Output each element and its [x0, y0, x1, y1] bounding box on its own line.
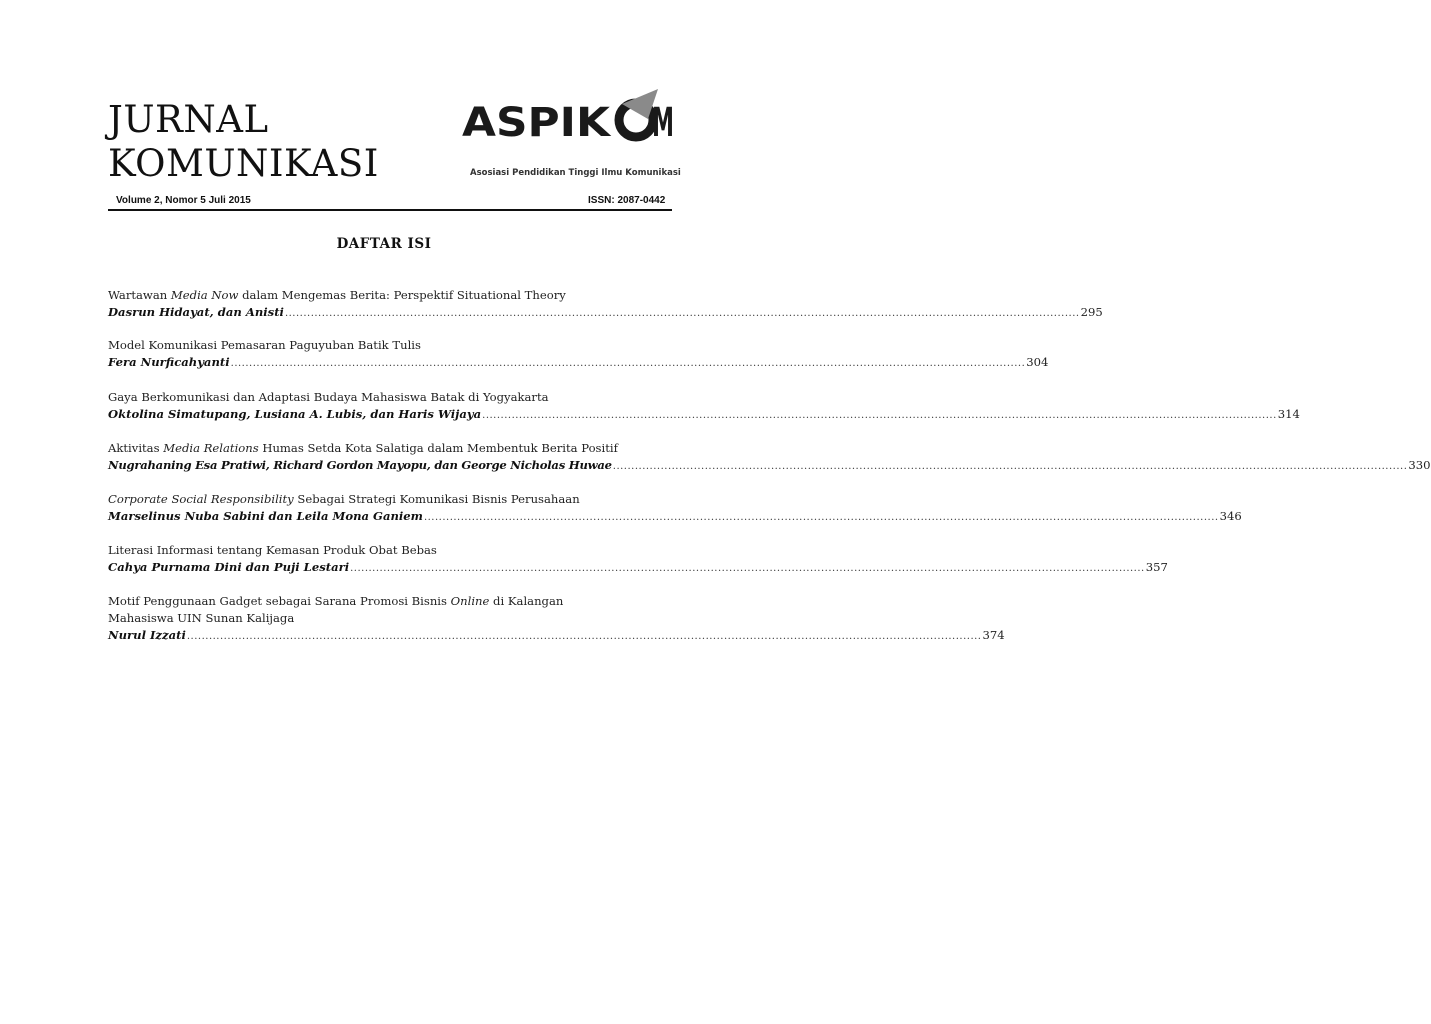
page-number: 330: [1408, 458, 1431, 472]
dot-leader: ........................................................................................................................................................................................................................: [612, 461, 1408, 472]
svg-text:ASPIK: ASPIK: [462, 100, 613, 146]
toc-entry[interactable]: [108, 337, 1049, 371]
dot-leader: ........................................................................................................................................................................................................................: [186, 631, 982, 642]
author-line: [108, 304, 1103, 321]
dot-leader: ........................................................................................................................................................................................................................: [284, 308, 1080, 319]
page-number: 346: [1219, 509, 1242, 523]
article-title: Model Komunikasi Pemasaran Paguyuban Batik Tulis: [108, 338, 421, 352]
article-title-line2: Mahasiswa UIN Sunan Kalijaga: [108, 611, 295, 625]
toc-entry[interactable]: [108, 389, 1300, 423]
toc-heading: DAFTAR ISI: [336, 236, 432, 252]
author-line: [108, 354, 1049, 371]
article-title: Corporate Social Responsibility Sebagai Strategi Komunikasi Bisnis Perusahaan: [108, 492, 580, 506]
author-line: [108, 559, 1168, 576]
toc-entry[interactable]: [108, 287, 1103, 321]
toc-entry[interactable]: [108, 491, 1242, 525]
svg-text:M: M: [652, 100, 674, 146]
article-title: Wartawan Media Now dalam Mengemas Berita: Perspektif Situational Theory: [108, 288, 566, 302]
volume-info: Volume 2, Nomor 5 Juli 2015: [116, 195, 251, 206]
toc-entry[interactable]: [108, 542, 1168, 576]
aspikom-logo-mark: [462, 88, 674, 146]
author-line: [108, 627, 1005, 644]
article-authors: Nurul Izzati: [108, 628, 186, 642]
article-title: Literasi Informasi tentang Kemasan Produk Obat Bebas: [108, 543, 437, 557]
author-line: [108, 406, 1300, 423]
dot-leader: ........................................................................................................................................................................................................................: [230, 358, 1026, 369]
toc-entry[interactable]: [108, 593, 1005, 644]
journal-title-line1: JURNAL: [108, 98, 269, 141]
issn: ISSN: 2087-0442: [588, 195, 666, 206]
author-line: [108, 457, 1431, 474]
author-line: [108, 508, 1242, 525]
journal-title: [108, 98, 379, 186]
journal-title-line2: KOMUNIKASI: [108, 142, 379, 185]
article-title: Motif Penggunaan Gadget sebagai Sarana Promosi Bisnis Online di Kalangan: [108, 594, 564, 608]
article-authors: Oktolina Simatupang, Lusiana A. Lubis, dan Haris Wijaya: [108, 407, 482, 421]
article-title: Gaya Berkomunikasi dan Adaptasi Budaya Mahasiswa Batak di Yogyakarta: [108, 390, 549, 404]
dot-leader: ........................................................................................................................................................................................................................: [482, 410, 1277, 421]
page-number: 374: [982, 628, 1005, 642]
article-title: Aktivitas Media Relations Humas Setda Kota Salatiga dalam Membentuk Berita Positif: [108, 441, 618, 455]
article-authors: Fera Nurficahyanti: [108, 355, 230, 369]
aspikom-logo: [462, 88, 674, 146]
dot-leader: ........................................................................................................................................................................................................................: [423, 512, 1219, 523]
page-number: 357: [1145, 560, 1168, 574]
article-authors: Dasrun Hidayat, dan Anisti: [108, 305, 284, 319]
page-number: 304: [1026, 355, 1049, 369]
toc-entry[interactable]: [108, 440, 1431, 474]
article-authors: Cahya Purnama Dini dan Puji Lestari: [108, 560, 350, 574]
org-name: Asosiasi Pendidikan Tinggi Ilmu Komunikasi: [470, 168, 681, 178]
article-authors: Nugrahaning Esa Pratiwi, Richard Gordon Mayopu, dan George Nicholas Huwae: [108, 458, 612, 472]
article-authors: Marselinus Nuba Sabini dan Leila Mona Ganiem: [108, 509, 423, 523]
dot-leader: ........................................................................................................................................................................................................................: [350, 563, 1145, 574]
page-number: 295: [1080, 305, 1103, 319]
header-rule: [108, 209, 672, 211]
page-number: 314: [1277, 407, 1300, 421]
